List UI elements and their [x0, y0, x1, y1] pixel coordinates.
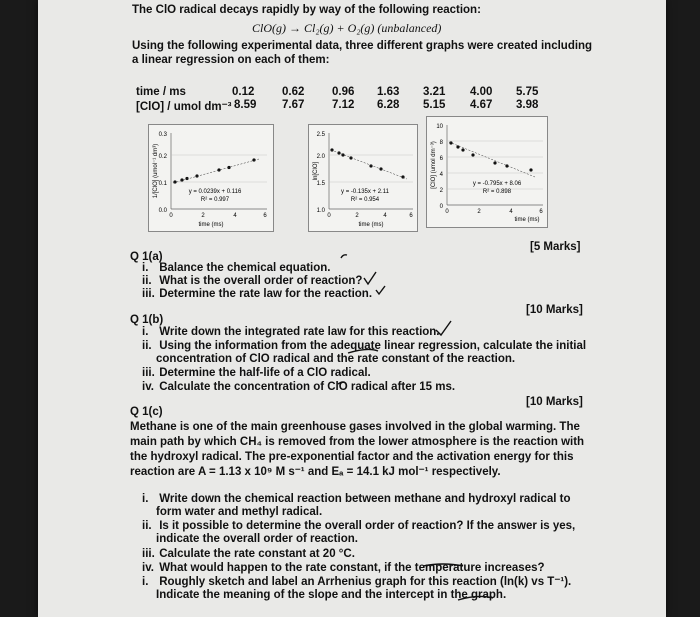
r-squared: R² = 0.954: [350, 197, 380, 203]
conc-label: [ClO] / umol dm⁻³: [136, 101, 232, 113]
regression-equation: y = -0.135x + 2.11: [341, 189, 389, 195]
y-tick: 2.5: [316, 132, 325, 138]
x-tick: 6: [409, 213, 413, 219]
x-tick: 0: [169, 213, 173, 219]
graph-3-plot: [427, 117, 547, 227]
q1c-item: iii. Calculate the rate constant at 20 °C.: [142, 548, 355, 560]
q1b-item: iii. Determine the half-life of a ClO radical.: [142, 367, 371, 379]
q1b-marks: [10 Marks]: [526, 304, 583, 316]
time-cell: 5.75: [516, 86, 539, 98]
graph-3-points: [449, 141, 532, 171]
x-tick: 6: [263, 213, 267, 219]
time-cell: 0.96: [332, 86, 355, 98]
data-point: [493, 161, 496, 164]
data-point: [449, 141, 452, 144]
data-point: [217, 168, 220, 171]
time-cell: 0.12: [232, 86, 255, 98]
x-tick: 0: [445, 209, 449, 215]
y-tick: 2: [439, 188, 443, 194]
conc-cell: 3.98: [516, 99, 539, 111]
time-label: time / ms: [136, 86, 186, 98]
q1c-para-line: the hydroxyl radical. The pre-exponential factor and the activation energy for this: [130, 451, 574, 463]
conc-cell: 6.28: [377, 99, 400, 111]
q1b-item: iv. Calculate the concentration of ClO radical after 15 ms.: [142, 381, 456, 393]
graph-second-order: [148, 124, 274, 232]
conc-cell: 4.67: [470, 99, 493, 111]
q1c-item: Indicate the meaning of the slope and the intercept in the graph.: [156, 589, 507, 601]
conc-cell: 5.15: [423, 99, 446, 111]
x-axis-label: time (ms): [358, 222, 384, 228]
q1c-item: i. Write down the chemical reaction between methane and hydroxyl radical to: [142, 493, 571, 505]
y-axis-label: [ClO] (umol dm⁻³): [431, 141, 437, 189]
data-point: [369, 164, 372, 167]
trendline: [331, 150, 407, 179]
q1c-item: form water and methyl radical.: [156, 506, 323, 518]
conc-cell: 7.12: [332, 99, 355, 111]
q1a-item: iii. Determine the rate law for the reaction.: [142, 288, 373, 300]
graph-zero-order: [426, 116, 548, 228]
graph-1-plot: [149, 125, 273, 231]
pen-tick-mark: [364, 272, 376, 284]
q1c-item: ii. Is it possible to determine the overall order of reaction? If the answer is yes,: [142, 520, 576, 532]
q1a-item: i. Balance the chemical equation.: [142, 262, 331, 274]
conc-cell: 7.67: [282, 99, 305, 111]
graph-first-order: [308, 124, 418, 232]
time-cell: 0.62: [282, 86, 305, 98]
y-axis-label: 1/[ClO] (umol⁻¹ dm³): [153, 143, 159, 199]
intro-line-2: Using the following experimental data, three different graphs were created including: [132, 40, 593, 52]
x-axis-label: time (ms): [198, 222, 224, 228]
y-tick: 0.1: [158, 181, 167, 187]
y-tick: 0.0: [158, 208, 167, 214]
q1c-item: i. Roughly sketch and label an Arrhenius graph for this reaction (ln(k) vs T⁻¹).: [142, 576, 572, 588]
q1b-item: concentration of ClO radical and the rate constant of the reaction.: [156, 353, 516, 365]
x-tick: 2: [477, 209, 481, 215]
q1c-marks: [10 Marks]: [526, 396, 583, 408]
x-tick: 2: [201, 213, 205, 219]
graph-1-points: [173, 158, 255, 183]
q1c-item: indicate the overall order of reaction.: [156, 533, 358, 545]
r-squared: R² = 0.898: [482, 189, 512, 195]
x-tick: 4: [509, 209, 513, 215]
q1b-item: i. Write down the integrated rate law for this reaction.: [142, 326, 440, 338]
x-axis-label: time (ms): [514, 217, 540, 223]
data-point: [330, 148, 333, 151]
conc-cell: 8.59: [234, 99, 257, 111]
data-point: [461, 148, 464, 151]
intro-line-3: a linear regression on each of them:: [132, 54, 330, 66]
q1b-item: ii. Using the information from the adequate linear regression, calculate the initial: [142, 340, 587, 352]
x-tick: 4: [383, 213, 387, 219]
trendline: [449, 142, 535, 177]
data-point: [185, 177, 188, 180]
y-tick: 2.0: [316, 154, 325, 160]
y-tick: 6: [439, 156, 443, 162]
q1c-title: Q 1(c): [130, 406, 163, 418]
q1c-item: iv. What would happen to the rate constant, if the temperature increases?: [142, 562, 545, 574]
x-tick: 0: [327, 213, 331, 219]
q1c-para-line: reaction are A = 1.13 x 10⁹ M s⁻¹ and Eₐ = 14.1 kJ mol⁻¹ respectively.: [130, 466, 501, 478]
x-tick: 6: [539, 209, 543, 215]
intro-line-1: The ClO radical decays rapidly by way of the following reaction:: [132, 4, 481, 16]
y-tick: 0.3: [158, 132, 167, 138]
pen-tick-mark: [376, 286, 385, 294]
y-tick: 8: [439, 140, 443, 146]
exam-paper: [38, 0, 666, 617]
reaction-equation: ClO(g) → Cl₂(g) + O₂(g) (unbalanced): [252, 21, 442, 35]
q1c-para-line: main path by which CH₄ is removed from the lower atmosphere is the reaction with: [130, 436, 585, 448]
y-tick: 1.5: [316, 181, 325, 187]
q1b-title: Q 1(b): [130, 314, 164, 326]
graph-2-plot: [309, 125, 417, 231]
regression-equation: y = 0.0239x + 0.116: [188, 189, 242, 195]
q1c-para-line: Methane is one of the main greenhouse gases involved in the global warming. The: [130, 421, 580, 433]
data-point: [173, 180, 176, 183]
y-tick: 0: [439, 204, 443, 210]
time-cell: 1.63: [377, 86, 400, 98]
time-cell: 4.00: [470, 86, 493, 98]
pen-tick-mark: [341, 255, 347, 258]
y-axis-label: ln[ClO]: [313, 161, 319, 181]
time-cell: 3.21: [423, 86, 446, 98]
q1a-title: Q 1(a): [130, 251, 163, 263]
y-tick: 0.2: [158, 154, 167, 160]
data-point: [529, 168, 532, 171]
y-tick: 1.0: [316, 208, 325, 214]
q1a-marks: [5 Marks]: [530, 241, 581, 253]
regression-equation: y = -0.795x + 8.06: [472, 181, 522, 187]
y-tick: 4: [439, 172, 443, 178]
y-tick: 10: [436, 124, 443, 130]
x-tick: 4: [233, 213, 237, 219]
data-point: [471, 153, 474, 156]
r-squared: R² = 0.997: [200, 197, 230, 203]
x-tick: 2: [355, 213, 359, 219]
q1a-item: ii. What is the overall order of reaction?: [142, 275, 363, 287]
